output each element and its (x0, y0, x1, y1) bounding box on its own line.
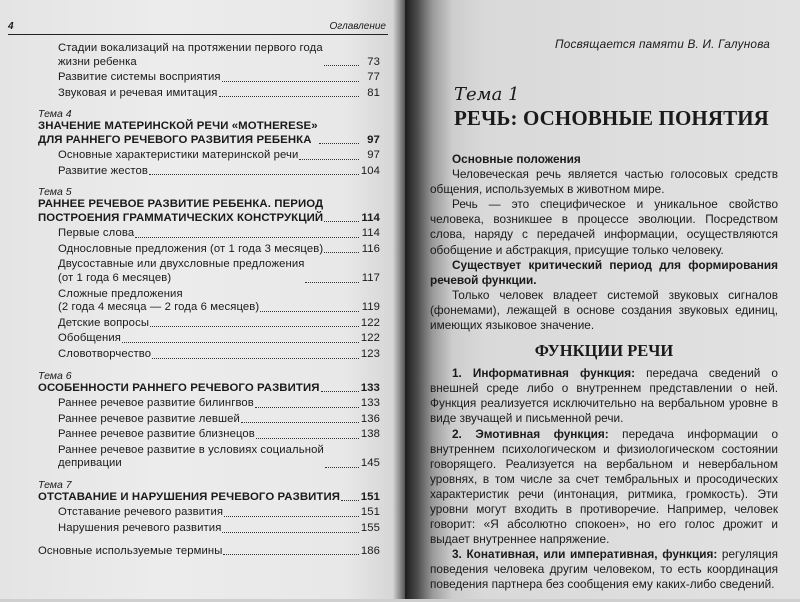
dot-leader (222, 80, 359, 82)
toc-entry[interactable] (0, 522, 390, 536)
running-head-title: Оглавление (329, 21, 386, 32)
toc-entry-text: Сложные предложения (2 года 4 месяца — 2 года 6 месяцев) (58, 287, 260, 314)
dot-leader (222, 531, 359, 533)
toc-entry[interactable] (0, 71, 390, 85)
toc-entry-page: 122 (360, 316, 380, 329)
toc-entry-terms[interactable] (0, 545, 390, 559)
dot-leader (241, 421, 359, 423)
toc-entry-text: Развитие системы восприятия (58, 71, 221, 84)
dot-leader (122, 341, 359, 343)
table-of-contents (0, 42, 390, 558)
toc-entry[interactable] (0, 332, 390, 346)
toc-topic-label: Тема 4 (38, 108, 72, 121)
toc-entry[interactable] (0, 165, 390, 179)
toc-entry-text: Раннее речевое развитие в условиях социальной депривации (58, 443, 324, 470)
toc-entry[interactable] (0, 348, 390, 362)
paragraph: Человеческая речь является частью голосовых средств общения, используемых в животном мире. (430, 167, 778, 197)
dot-leader (324, 64, 359, 66)
toc-entry-text: Основные используемые термины (38, 544, 223, 557)
toc-entry-text: Звуковая и речевая имитация (58, 86, 218, 99)
dot-leader (341, 499, 359, 501)
function-text: передача информации о внутреннем психологическом и физиологическом состоянии говорящего. Реализуется на вербальном и невербальном уровнях, в том числе за счет тембральных и просодических характеристик речи (интонация, ритмика, громкость). Эти уровни могут входить в противоречие. Например, человек говорит: «Я абсолютно спокоен», но его голос дрожит и выдает внутреннее напряжение. (430, 426, 779, 547)
toc-topic-label: Тема 6 (38, 369, 72, 382)
dedication: Посвящается памяти В. И. Галунова (555, 37, 771, 51)
dot-leader (152, 357, 359, 359)
toc-entry-page: 133 (360, 381, 380, 394)
toc-entry-page: 97 (367, 133, 380, 146)
toc-topic-title[interactable] (0, 382, 390, 395)
dot-leader (224, 515, 359, 517)
dot-leader (324, 251, 359, 253)
section-heading: Основные положения (452, 152, 581, 166)
toc-entry-text: Двусоставные или двухсловные предложения (от 1 года 6 месяцев) (58, 258, 305, 284)
right-page (405, 0, 800, 599)
toc-head-entries (0, 42, 390, 100)
toc-topic-title[interactable] (0, 491, 390, 504)
dot-leader (260, 310, 359, 312)
toc-entry-page: 114 (361, 227, 380, 240)
toc-entry[interactable] (0, 149, 390, 163)
toc-entry-page: 114 (361, 211, 380, 224)
chapter-title: РЕЧЬ: ОСНОВНЫЕ ПОНЯТИЯ (454, 106, 769, 130)
body-text (430, 152, 778, 593)
toc-entry-page: 77 (367, 71, 380, 84)
toc-topic-label: Тема 7 (38, 478, 72, 491)
toc-entry[interactable] (0, 258, 390, 285)
toc-entry-text: Детские вопросы (58, 316, 150, 329)
toc-entry-page: 151 (360, 506, 380, 519)
dot-leader (219, 95, 359, 97)
toc-entry-page: 116 (361, 242, 380, 255)
toc-entry-page: 145 (360, 457, 380, 470)
toc-entry-page: 117 (361, 271, 380, 284)
toc-entry-text: Однословные предложения (от 1 года 3 месяцев) (58, 242, 324, 255)
running-head (8, 20, 388, 35)
dot-leader (324, 220, 359, 222)
toc-entry-text: Развитие жестов (58, 164, 149, 177)
functions-heading: ФУНКЦИИ РЕЧИ (534, 341, 674, 361)
toc-entry-text: Отставание речевого развития (58, 506, 224, 519)
toc-entry-text: Раннее речевое развитие левшей (58, 412, 240, 425)
function-item (430, 547, 778, 592)
function-term: 1. Информативная функция: (452, 366, 636, 381)
toc-entry-text: РАННЕЕ РЕЧЕВОЕ РАЗВИТИЕ РЕБЕНКА. ПЕРИОД ПОСТРОЕНИЯ ГРАММАТИЧЕСКИХ КОНСТРУКЦИЙ (38, 198, 324, 224)
toc-entry-page: 122 (360, 332, 380, 345)
toc-topics (0, 108, 390, 535)
toc-entry-page: 186 (360, 544, 380, 557)
toc-entry-text: ЗНАЧЕНИЕ МАТЕРИНСКОЙ РЕЧИ «MOTHERESE» ДЛЯ РАННЕГО РЕЧЕВОГО РАЗВИТИЯ РЕБЕНКА (38, 120, 318, 146)
toc-entry[interactable] (0, 444, 390, 471)
toc-entry[interactable] (0, 243, 390, 257)
toc-entry[interactable] (0, 506, 390, 520)
dot-leader (321, 390, 359, 392)
toc-entry[interactable] (0, 428, 390, 442)
toc-entry[interactable] (0, 87, 390, 101)
dot-leader (135, 236, 359, 238)
paragraph: Речь — это специфическое и уникальное свойство человека, возникшее в процессе эволюции. Посредством слова, наряду с передачей информации, осуществляются обобщение и абстракция, присущие только человеку. (430, 197, 778, 257)
paragraph: Только человек владеет системой звуковых сигналов (фонемами), лежащей в основе создания звуковых единиц, имеющих языковое значение. (430, 287, 778, 333)
toc-entry[interactable] (0, 317, 390, 331)
dot-leader (305, 281, 359, 283)
toc-entry-text: Нарушения речевого развития (58, 521, 222, 534)
toc-entry-text: Стадии вокализаций на протяжении первого года жизни ребенка (58, 42, 323, 68)
function-item (430, 366, 778, 426)
topic-label: Тема 1 (454, 84, 520, 105)
toc-entry-page: 104 (360, 164, 380, 177)
toc-entry[interactable] (0, 413, 390, 427)
paragraph: Существует критический период для формирования речевой функции. (430, 257, 778, 287)
toc-entry[interactable] (0, 288, 390, 315)
page-number: 4 (8, 21, 14, 32)
function-item (430, 427, 778, 548)
toc-entry-text: Раннее речевое развитие билингвов (58, 396, 254, 409)
dot-leader (299, 158, 359, 160)
dot-leader (150, 325, 359, 327)
toc-entry[interactable] (0, 227, 390, 241)
toc-entry-page: 81 (367, 86, 380, 99)
toc-entry[interactable] (0, 397, 390, 411)
function-text: регуляция поведения человека другим человеком, то есть координация поведения партнера без сообщения ему каких-либо сведений. (430, 547, 778, 592)
dot-leader (319, 142, 359, 144)
toc-entry[interactable] (0, 42, 390, 69)
toc-entry-page: 97 (367, 149, 380, 162)
dot-leader (256, 437, 359, 439)
toc-entry-page: 119 (361, 301, 380, 314)
toc-entry-text: ОТСТАВАНИЕ И НАРУШЕНИЯ РЕЧЕВОГО РАЗВИТИЯ (38, 490, 341, 503)
toc-entry-page: 73 (367, 55, 380, 68)
dot-leader (325, 466, 359, 468)
dot-leader (255, 406, 359, 408)
toc-topic-title[interactable] (0, 120, 390, 147)
dot-leader (223, 553, 359, 555)
toc-entry-page: 155 (360, 521, 380, 534)
toc-entry-page: 133 (360, 396, 380, 409)
toc-entry-text: ОСОБЕННОСТИ РАННЕГО РЕЧЕВОГО РАЗВИТИЯ (38, 381, 320, 394)
toc-topic-title[interactable] (0, 198, 390, 225)
function-term: 2. Эмотивная функция: (452, 426, 609, 441)
toc-entry-text: Словотворчество (58, 347, 152, 360)
toc-entry-page: 136 (360, 412, 380, 425)
toc-entry-page: 151 (360, 490, 380, 503)
toc-entry-text: Обобщения (58, 332, 122, 345)
toc-topic-label: Тема 5 (38, 186, 72, 199)
toc-entry-page: 123 (360, 347, 380, 360)
toc-entry-text: Первые слова (58, 227, 135, 240)
toc-entry-text: Основные характеристики материнской речи (58, 149, 299, 162)
function-term: 3. Конативная, или императивная, функция: (452, 547, 718, 562)
toc-entry-text: Раннее речевое развитие близнецов (58, 428, 255, 441)
toc-entry-page: 138 (360, 428, 380, 441)
dot-leader (149, 173, 359, 175)
function-text: передача сведений о внешней среде либо о внутреннем представлении о ней. Функция реализуется исключительно на вербальном уровне в виде звучащей и письменной речи. (430, 366, 778, 426)
